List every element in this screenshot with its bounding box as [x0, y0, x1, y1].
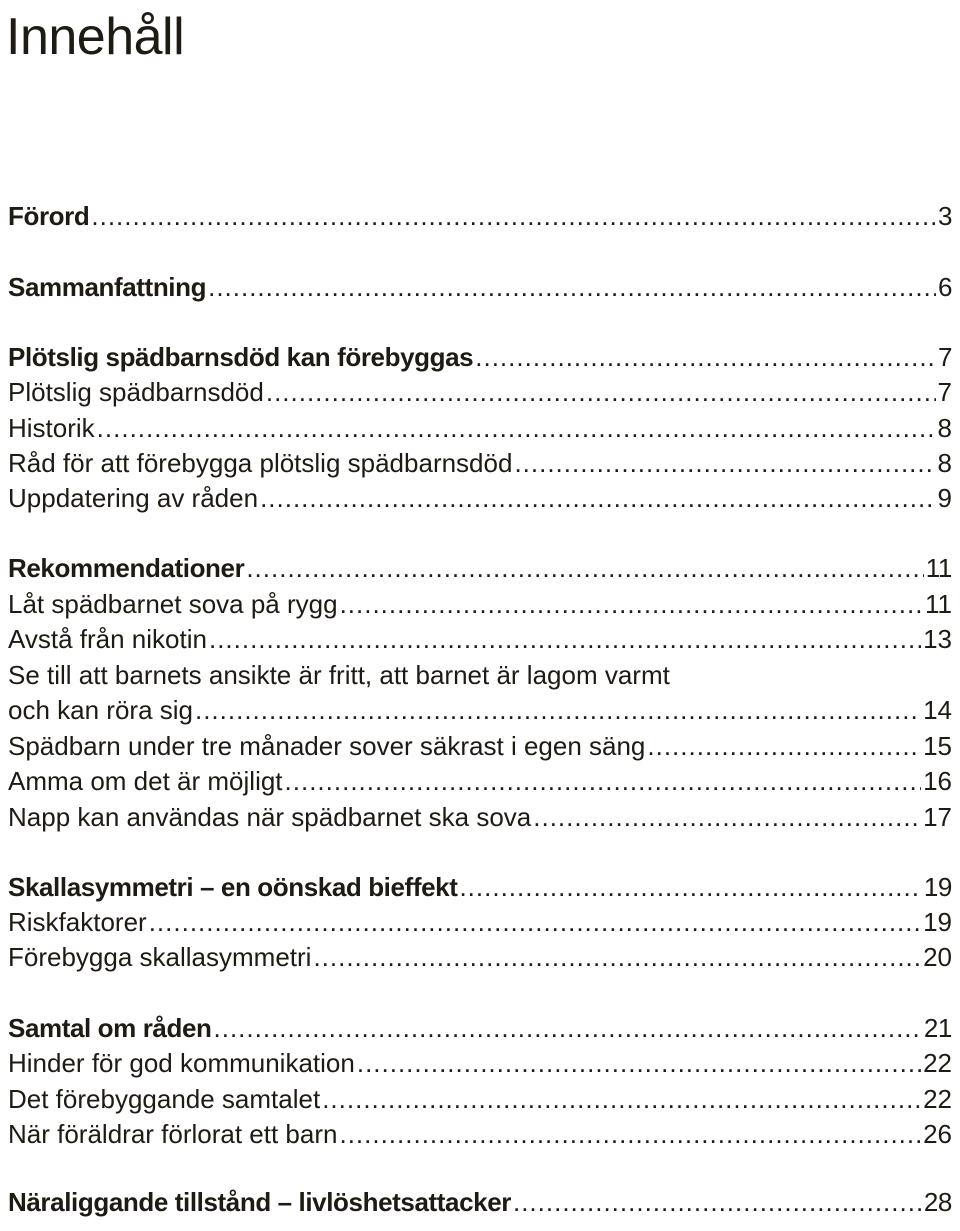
toc-entry-page: 19: [923, 872, 952, 902]
toc-entry-label: Råd för att förebygga plötslig spädbarnsdöd: [8, 448, 513, 478]
toc-entry-label: Förord: [8, 201, 90, 231]
toc-entry-page: 7: [937, 377, 952, 407]
toc-entry-page: 20: [923, 942, 952, 972]
dot-leader: [357, 1045, 921, 1081]
toc-entry-label: Näraliggande tillstånd – livlöshetsattacker: [8, 1187, 511, 1217]
toc-entry-page: 22: [923, 1084, 952, 1114]
toc-entry-label: Det förebyggande samtalet: [8, 1084, 321, 1114]
toc-entry-label: Napp kan användas när spädbarnet ska sova: [8, 802, 532, 832]
dot-leader: [208, 269, 936, 305]
dot-leader: [246, 550, 923, 586]
dot-leader: [266, 374, 936, 410]
toc-entry[interactable]: [8, 1184, 952, 1220]
dot-leader: [285, 763, 922, 799]
toc-entry-label: När föräldrar förlorat ett barn: [8, 1119, 338, 1149]
toc-entry[interactable]: [8, 763, 952, 799]
toc-entry-label: och kan röra sig: [8, 695, 193, 725]
toc-entry-page: 28: [923, 1187, 952, 1217]
toc-entry[interactable]: [8, 692, 952, 728]
toc-entry-label: Hinder för god kommunikation: [8, 1048, 355, 1078]
toc-entry-page: 22: [923, 1048, 952, 1078]
toc-entry-label: Uppdatering av råden: [8, 483, 259, 513]
dot-leader: [195, 692, 921, 728]
toc-entry-page: 14: [923, 695, 952, 725]
toc-entry-label: Plötslig spädbarnsdöd kan förebyggas: [8, 342, 474, 372]
toc-entry[interactable]: [8, 586, 952, 622]
toc-entry[interactable]: [8, 550, 952, 586]
toc-entry[interactable]: [8, 1045, 952, 1081]
toc-entry-label: Avstå från nikotin: [8, 624, 207, 654]
toc-entry-page: 6: [937, 272, 952, 302]
dot-leader: [260, 480, 935, 516]
toc-entry[interactable]: [8, 1010, 952, 1046]
toc-entry-label: Skallasymmetri – en oönskad bieffekt: [8, 872, 458, 902]
toc-entry-page: 11: [925, 589, 952, 619]
toc-entry[interactable]: [8, 621, 952, 657]
toc-entry-page: 26: [923, 1119, 952, 1149]
toc-entry-page: 21: [923, 1013, 952, 1043]
toc-entry-page: 7: [937, 342, 952, 372]
dot-leader: [339, 1116, 921, 1152]
toc-entry-page: 8: [937, 448, 952, 478]
toc-entry-label: Historik: [8, 413, 95, 443]
dot-leader: [513, 1184, 922, 1220]
toc-entry-label: Sammanfattning: [8, 272, 207, 302]
toc-entry-label: Amma om det är möjligt: [8, 766, 283, 796]
toc-entry-page: 9: [937, 483, 952, 513]
dot-leader: [340, 586, 923, 622]
dot-leader: [209, 621, 921, 657]
toc-entry[interactable]: [8, 374, 952, 410]
toc-entry-page: 17: [923, 802, 952, 832]
toc-entry-label: Se till att barnets ansikte är fritt, att barnet är lagom varmt: [8, 660, 670, 690]
dot-leader: [322, 1081, 921, 1117]
toc-entry[interactable]: [8, 269, 952, 305]
toc-entry[interactable]: [8, 1116, 952, 1152]
page-title: Innehåll: [6, 8, 185, 66]
toc-entry-label: Rekommendationer: [8, 553, 245, 583]
toc-entry-label: Samtal om råden: [8, 1013, 212, 1043]
toc-entry-page: 11: [925, 553, 952, 583]
toc-entry-label: Spädbarn under tre månader sover säkrast i egen säng: [8, 731, 646, 761]
toc-entry[interactable]: [8, 939, 952, 975]
dot-leader: [97, 410, 936, 446]
toc-entry[interactable]: [8, 1081, 952, 1117]
toc-entry-page: 8: [937, 413, 952, 443]
dot-leader: [214, 1010, 922, 1046]
dot-leader: [459, 869, 921, 905]
toc-entry-page: 16: [923, 766, 952, 796]
toc-entry-page: 3: [937, 201, 952, 231]
toc-entry[interactable]: [8, 480, 952, 516]
toc-entry[interactable]: [8, 445, 952, 481]
toc-entry[interactable]: [8, 198, 952, 234]
dot-leader: [475, 339, 936, 375]
toc-entry-label: Förebygga skallasymmetri: [8, 942, 312, 972]
dot-leader: [533, 799, 921, 835]
toc-entry[interactable]: [8, 869, 952, 905]
toc-entry-page: 19: [923, 907, 952, 937]
dot-leader: [313, 939, 921, 975]
toc-entry-label: Låt spädbarnet sova på rygg: [8, 589, 338, 619]
dot-leader: [647, 728, 921, 764]
dot-leader: [91, 198, 936, 234]
dot-leader: [149, 904, 921, 940]
toc-entry[interactable]: [8, 728, 952, 764]
toc-entry-page: 13: [923, 624, 952, 654]
dot-leader: [514, 445, 935, 481]
toc-entry-page: 15: [923, 731, 952, 761]
toc-entry[interactable]: [8, 339, 952, 375]
toc-entry-label: Riskfaktorer: [8, 907, 147, 937]
toc-entry[interactable]: [8, 799, 952, 835]
toc-entry[interactable]: [8, 410, 952, 446]
toc-entry[interactable]: [8, 904, 952, 940]
toc-entry-continued[interactable]: [8, 657, 952, 693]
toc-entry-label: Plötslig spädbarnsdöd: [8, 377, 264, 407]
